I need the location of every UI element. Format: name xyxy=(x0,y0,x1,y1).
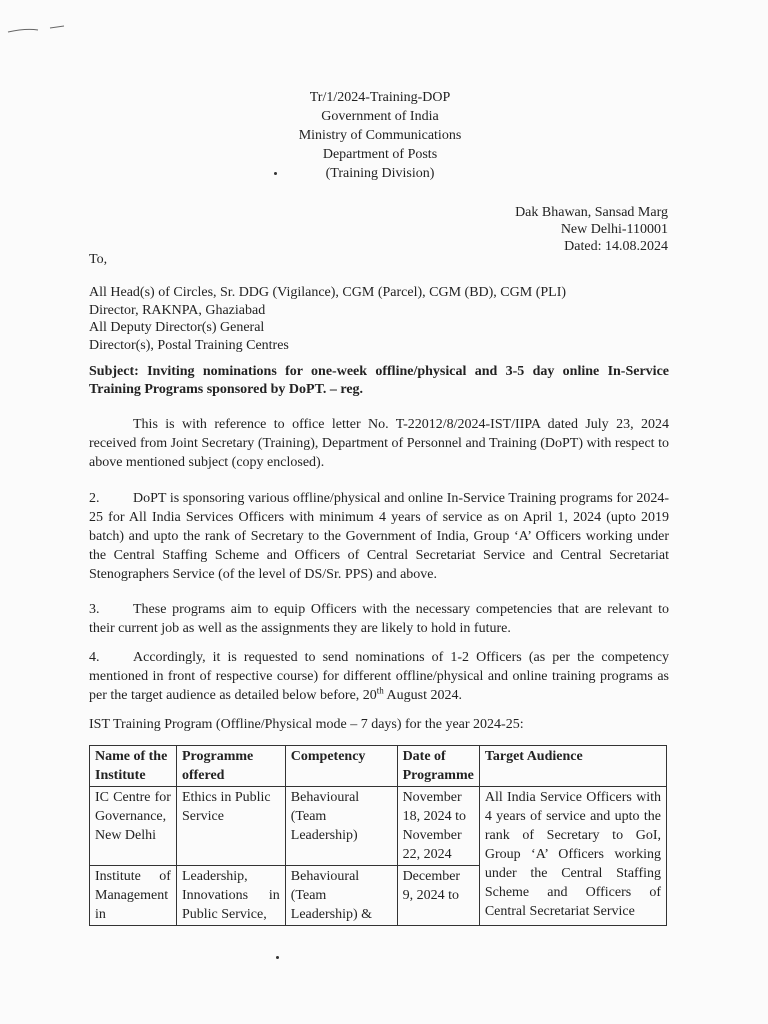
paragraph-number: 3. xyxy=(89,602,100,617)
subject-line: Subject: Inviting nominations for one-week offline/physical and 3-5 day online In-Service Training Programs sponsored by DoPT. – reg. xyxy=(89,364,669,397)
recipient-line: Director(s), Postal Training Centres xyxy=(89,337,289,353)
sender-address xyxy=(515,204,668,255)
paragraph-1: This is with reference to office letter No. T-22012/8/2024-IST/IIPA dated July 23, 2024 received from Joint Secretary (Training), Department of Personnel and Training (DoPT) with respect to above mentioned subject (copy enclosed). xyxy=(89,417,669,470)
date-cell: November 18, 2024 to November 22, 2024 xyxy=(397,787,479,866)
recipient-list xyxy=(89,284,566,354)
table-row xyxy=(90,787,667,866)
paragraph-text: Accordingly, it is requested to send nominations of 1-2 Officers (as per the competency mentioned in front of respective course) for different offline/physical and online training programs as per the target audience as detailed below before, 20 xyxy=(89,650,669,703)
speck xyxy=(276,956,279,959)
competency-cell: Behavioural (Team Leadership) & xyxy=(285,866,397,926)
speck xyxy=(274,172,277,175)
recipient-line: All Deputy Director(s) General xyxy=(89,320,265,335)
ministry-line: Ministry of Communications xyxy=(298,128,462,143)
column-header: Name of the Institute xyxy=(90,746,177,787)
paragraph-4 xyxy=(89,648,669,705)
paragraph-text: DoPT is sponsoring various offline/physical and online In-Service Training programs for 2024-25 for All India Services Officers with minimum 4 years of service as on April 1, 2024 (upto 2019 batch) and upto the rank of Secretary to the Government of India, Group ‘A’ Officers working under the Central Staffing Scheme and Officers of Central Secretariat Service and Central Secretariat Stenographers Service (of the level of DS/Sr. PPS) and above. xyxy=(89,491,669,582)
scan-mark xyxy=(6,22,66,36)
paragraph-text: These programs aim to equip Officers with the necessary competencies that are relevant to their current job as well as the assignments they are likely to hold in future. xyxy=(89,602,669,636)
letter-date: Dated: 14.08.2024 xyxy=(564,239,668,254)
division-line: (Training Division) xyxy=(325,166,435,181)
ordinal-suffix: th xyxy=(376,685,384,696)
recipient-line: Director, RAKNPA, Ghaziabad xyxy=(89,302,266,318)
letter-header xyxy=(260,88,500,183)
column-header: Programme offered xyxy=(176,746,285,787)
govt-line: Government of India xyxy=(321,109,439,124)
paragraph-text-end: August 2024. xyxy=(383,688,462,703)
column-header: Date of Programme xyxy=(397,746,479,787)
paragraph-3 xyxy=(89,600,669,638)
column-header: Competency xyxy=(285,746,397,787)
paragraph-number: 2. xyxy=(89,491,100,506)
institute-cell: Institute of Management in xyxy=(90,866,177,926)
reference-number: Tr/1/2024-Training-DOP xyxy=(309,90,451,105)
paragraph-2 xyxy=(89,489,669,584)
table-header-row xyxy=(90,746,667,787)
paragraph-number: 4. xyxy=(89,650,100,665)
audience-cell: All India Service Officers with 4 years of service and upto the rank of Secretary to GoI, Group ‘A’ Officers working under the Central Staffing Scheme and Officers of Central Secretariat Service xyxy=(479,787,666,926)
programme-cell: Ethics in Public Service xyxy=(176,787,285,866)
date-cell: December 9, 2024 to xyxy=(397,866,479,926)
column-header: Target Audience xyxy=(479,746,666,787)
address-line-1: Dak Bhawan, Sansad Marg xyxy=(515,205,668,220)
table-caption: IST Training Program (Offline/Physical mode – 7 days) for the year 2024-25: xyxy=(89,717,524,732)
department-line: Department of Posts xyxy=(322,147,438,162)
competency-cell: Behavioural (Team Leadership) xyxy=(285,787,397,866)
to-label: To, xyxy=(89,252,108,267)
training-program-table xyxy=(89,745,667,926)
recipient-line: All Head(s) of Circles, Sr. DDG (Vigilance), CGM (Parcel), CGM (BD), CGM (PLI) xyxy=(89,285,567,300)
address-line-2: New Delhi-110001 xyxy=(560,222,668,237)
programme-cell: Leadership, Innovations in Public Service, xyxy=(176,866,285,926)
institute-cell: IC Centre for Governance, New Delhi xyxy=(90,787,177,866)
